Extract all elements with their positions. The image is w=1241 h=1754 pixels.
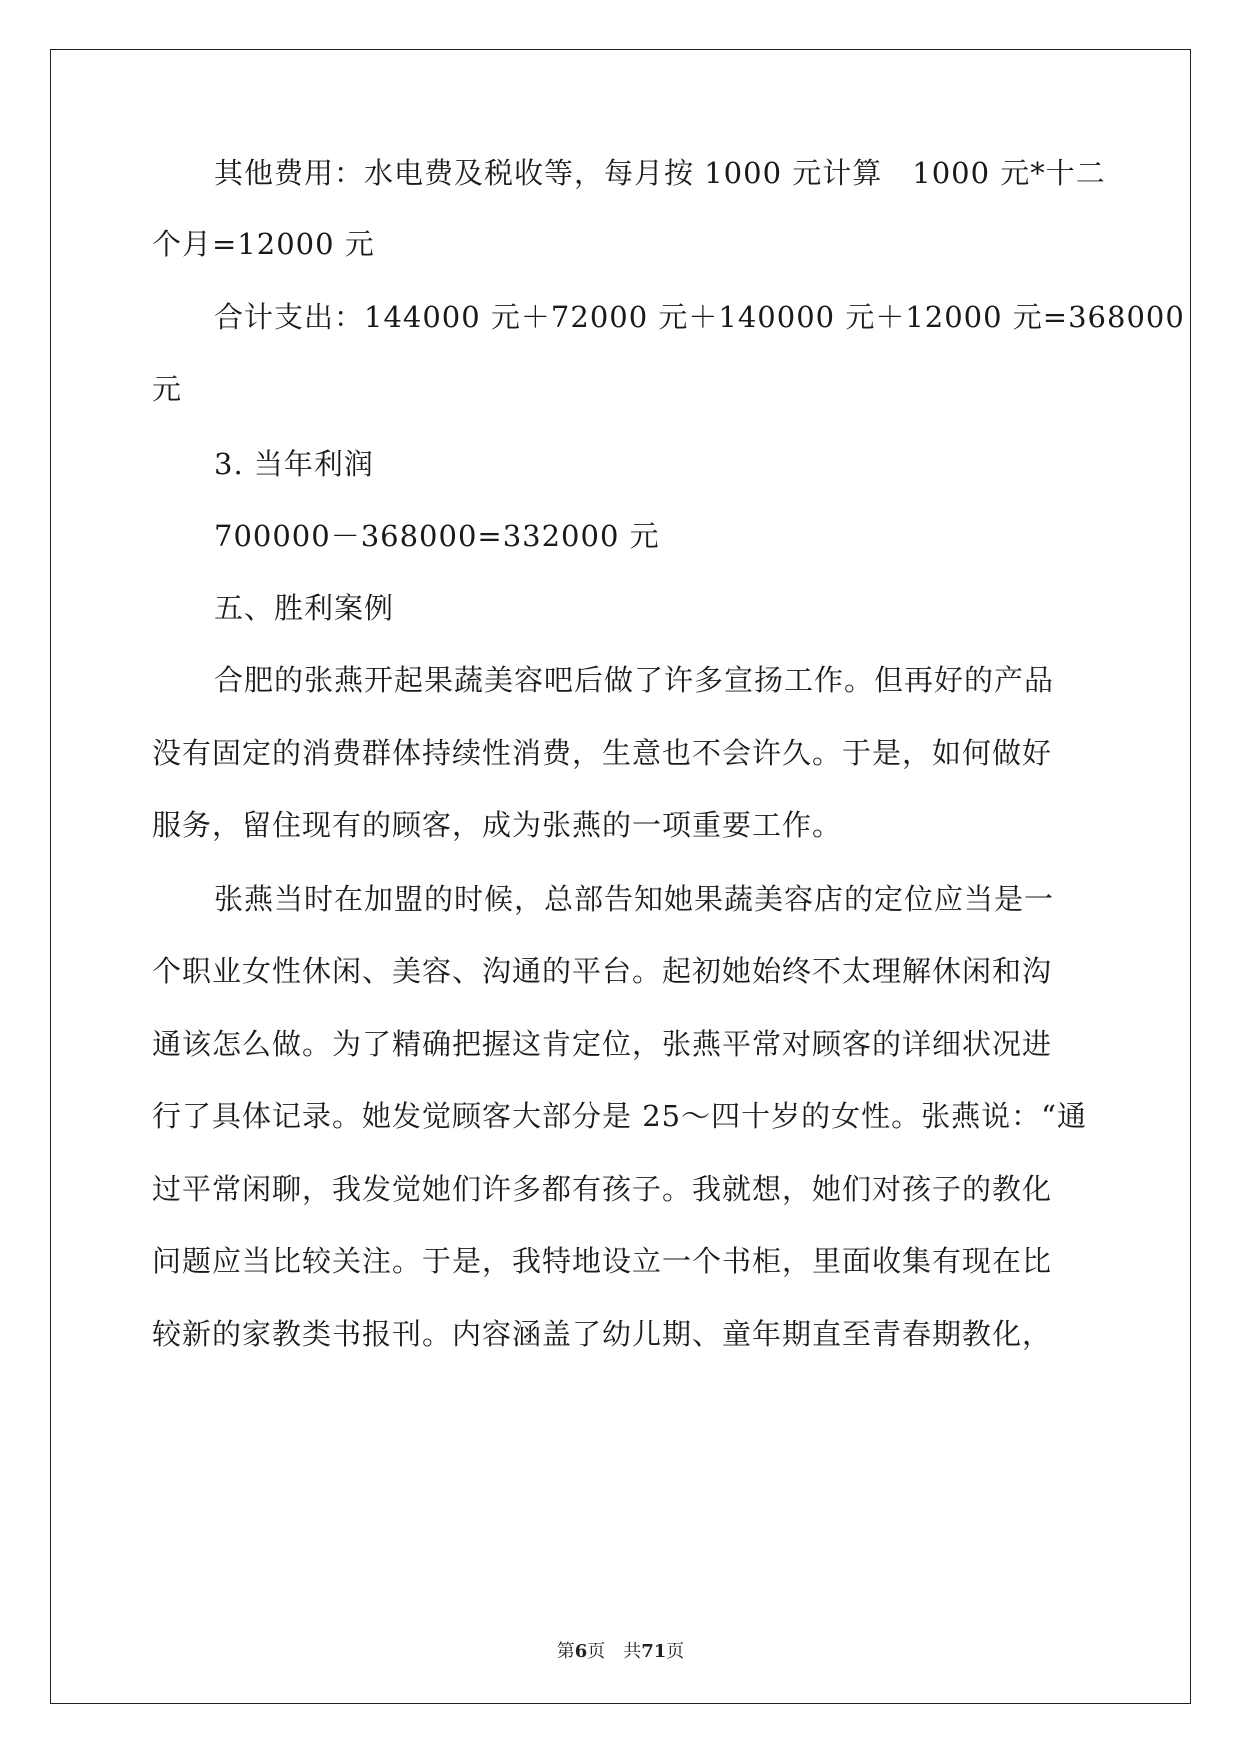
text-line: 元: [152, 372, 183, 406]
text-line: 行了具体记录。她发觉顾客大部分是 25～四十岁的女性。张燕说：“通: [152, 1099, 1087, 1133]
text-line: 较新的家教类书报刊。内容涵盖了幼儿期、童年期直至青春期教化，: [152, 1317, 1053, 1351]
current-page-number: 6: [574, 1641, 588, 1662]
text-line: 个职业女性休闲、美容、沟通的平台。起初她始终不太理解休闲和沟: [152, 954, 1053, 988]
footer-suffix: 页: [666, 1641, 685, 1662]
total-page-number: 71: [641, 1641, 667, 1662]
text-line: 合计支出：144000 元＋72000 元＋140000 元＋12000 元=368000: [214, 300, 1185, 334]
page-footer: [0, 1640, 1241, 1664]
text-line: 过平常闲聊，我发觉她们许多都有孩子。我就想，她们对孩子的教化: [152, 1172, 1053, 1206]
section-heading: 五、胜利案例: [214, 591, 395, 625]
text-line: 没有固定的消费群体持续性消费，生意也不会许久。于是，如何做好: [152, 736, 1053, 770]
footer-mid: 页 共: [587, 1641, 642, 1662]
text-line: 700000－368000=332000 元: [214, 519, 660, 553]
text-line: 服务，留住现有的顾客，成为张燕的一项重要工作。: [152, 808, 843, 842]
section-heading: 3. 当年利润: [214, 447, 374, 481]
text-line: 个月=12000 元: [152, 227, 375, 261]
text-line: 通该怎么做。为了精确把握这肯定位，张燕平常对顾客的详细状况进: [152, 1027, 1053, 1061]
text-line: 张燕当时在加盟的时候，总部告知她果蔬美容店的定位应当是一: [214, 882, 1055, 916]
text-line: 其他费用：水电费及税收等，每月按 1000 元计算 1000 元*十二: [214, 156, 1106, 190]
text-line: 合肥的张燕开起果蔬美容吧后做了许多宣扬工作。但再好的产品: [214, 663, 1055, 697]
text-line: 问题应当比较关注。于是，我特地设立一个书柜，里面收集有现在比: [152, 1244, 1053, 1278]
footer-prefix: 第: [556, 1641, 575, 1662]
